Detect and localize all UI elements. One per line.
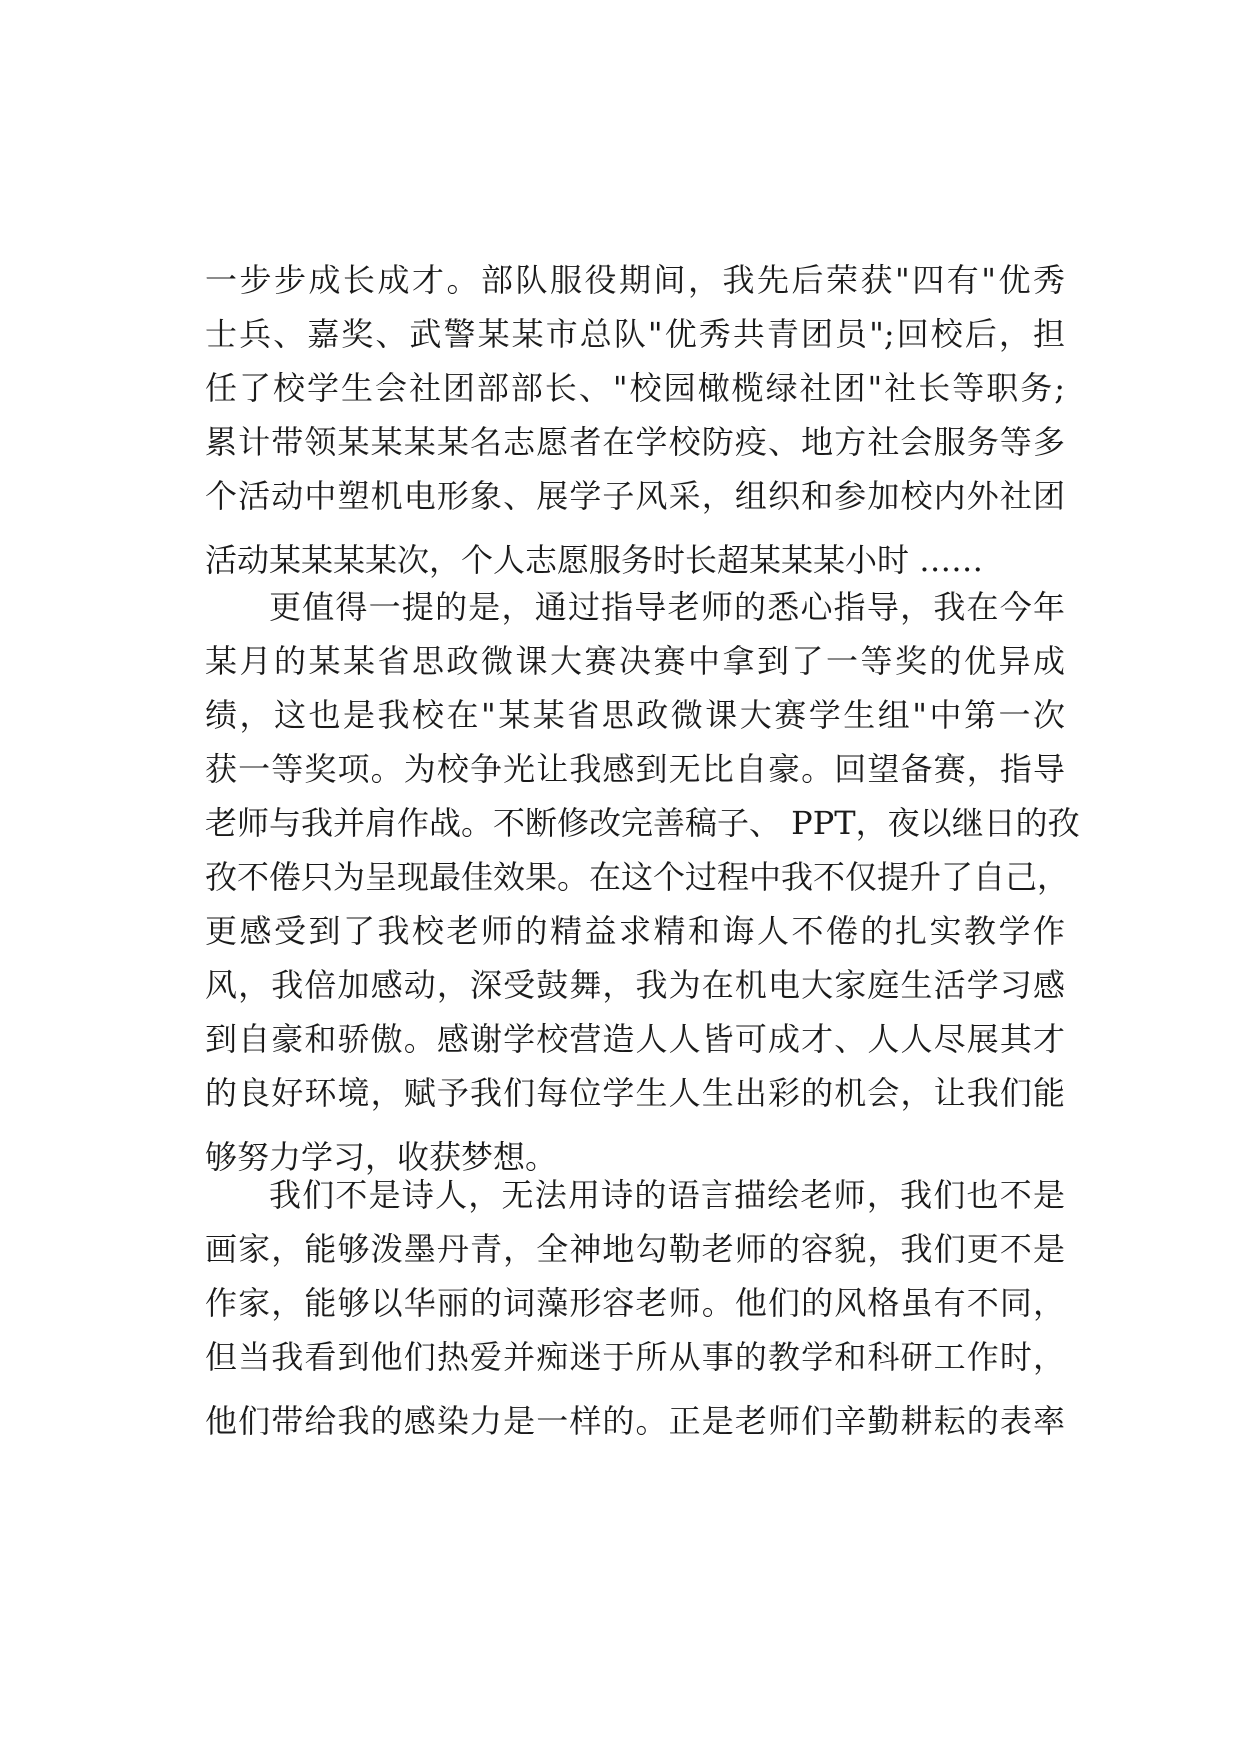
text-line: 任了校学生会社团部部长、"校园橄榄绿社团"社长等职务; xyxy=(205,369,1065,407)
text-line: 老师与我并肩作战。不断修改完善稿子、 PPT，夜以继日的孜 xyxy=(205,804,1080,842)
text-line: 我们不是诗人，无法用诗的语言描绘老师，我们也不是 xyxy=(269,1176,1065,1214)
paragraph-3 xyxy=(205,1168,1065,1448)
text-line: 活动某某某某次，个人志愿服务时长超某某某小时 …… xyxy=(205,541,984,579)
text-line: 一步步成长成才。部队服役期间，我先后荣获"四有"优秀 xyxy=(205,261,1065,299)
text-line: 某月的某某省思政微课大赛决赛中拿到了一等奖的优异成 xyxy=(205,642,1065,680)
text-line: 作家，能够以华丽的词藻形容老师。他们的风格虽有不同， xyxy=(205,1284,1065,1322)
text-line: 获一等奖项。为校争光让我感到无比自豪。回望备赛，指导 xyxy=(205,750,1065,788)
text-line: 画家，能够泼墨丹青，全神地勾勒老师的容貌，我们更不是 xyxy=(205,1230,1065,1268)
paragraph-2 xyxy=(205,580,1080,1184)
text-line: 个活动中塑机电形象、展学子风采，组织和参加校内外社团 xyxy=(205,477,1065,515)
text-line: 风，我倍加感动，深受鼓舞，我为在机电大家庭生活学习感 xyxy=(205,966,1065,1004)
text-line: 更值得一提的是，通过指导老师的悉心指导，我在今年 xyxy=(269,588,1065,626)
text-line: 累计带领某某某某名志愿者在学校防疫、地方社会服务等多 xyxy=(205,423,1065,461)
text-line: 够努力学习，收获梦想。 xyxy=(205,1138,558,1176)
text-line: 但当我看到他们热爱并痴迷于所从事的教学和科研工作时， xyxy=(205,1338,1065,1376)
paragraph-1 xyxy=(205,253,1065,587)
text-line: 他们带给我的感染力是一样的。正是老师们辛勤耕耘的表率 xyxy=(205,1402,1065,1440)
text-line: 士兵、嘉奖、武警某某市总队"优秀共青团员";回校后，担 xyxy=(205,315,1065,353)
text-line: 更感受到了我校老师的精益求精和诲人不倦的扎实教学作 xyxy=(205,912,1065,950)
text-line: 孜不倦只为呈现最佳效果。在这个过程中我不仅提升了自己， xyxy=(205,858,1070,896)
text-line: 的良好环境，赋予我们每位学生人生出彩的机会，让我们能 xyxy=(205,1074,1065,1112)
text-line: 绩，这也是我校在"某某省思政微课大赛学生组"中第一次 xyxy=(205,696,1065,734)
text-line: 到自豪和骄傲。感谢学校营造人人皆可成才、人人尽展其才 xyxy=(205,1020,1065,1058)
